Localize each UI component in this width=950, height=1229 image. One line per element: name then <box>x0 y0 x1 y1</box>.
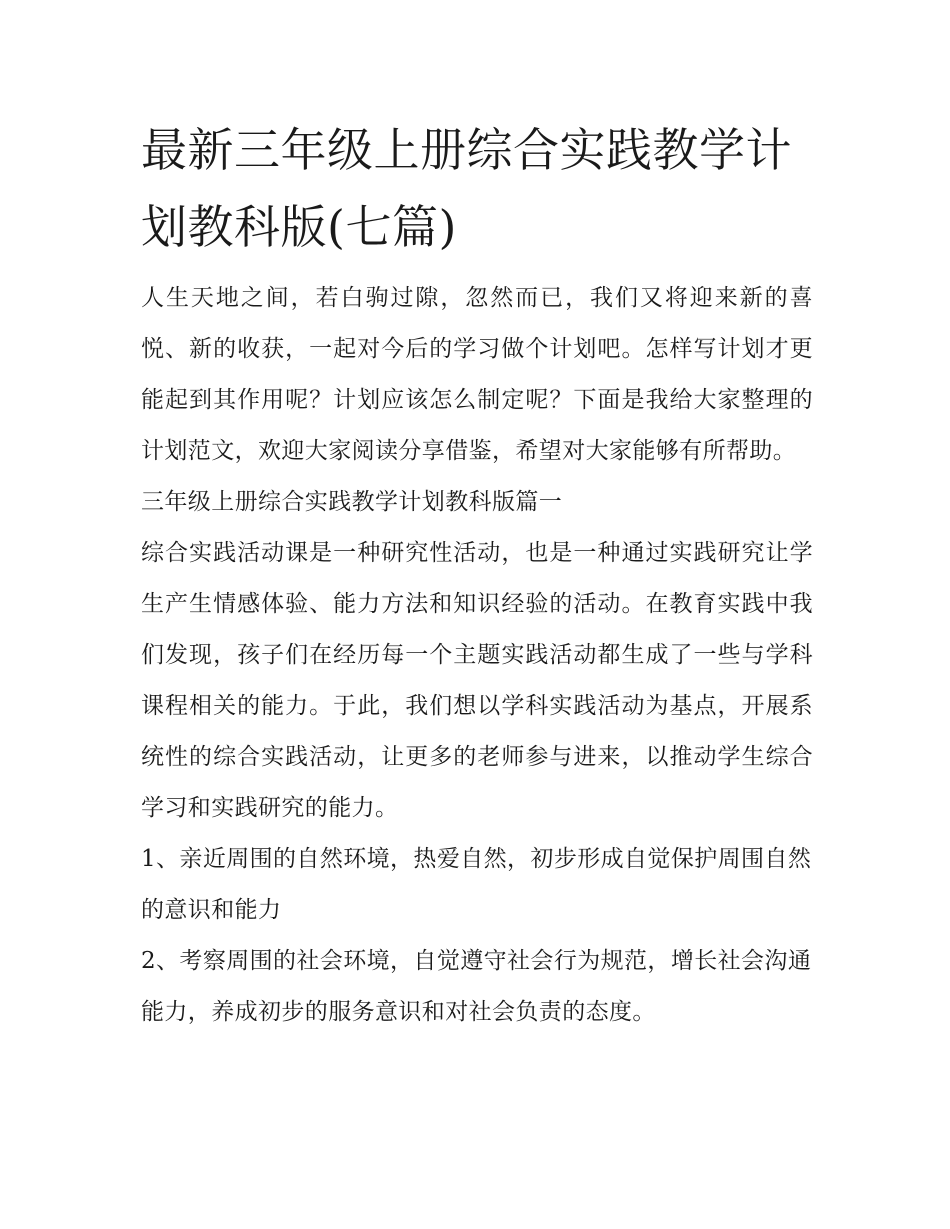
document-page <box>141 112 813 1038</box>
document-title: 最新三年级上册综合实践教学计划教科版(七篇) <box>141 123 792 254</box>
section-heading: 三年级上册综合实践教学计划教科版篇一 <box>141 489 563 515</box>
list-item: 1、亲近周围的自然环境，热爱自然，初步形成自觉保护周围自然的意识和能力 <box>141 846 812 923</box>
list-item: 2、考察周围的社会环境，自觉遵守社会行为规范，增长社会沟通能力，养成初步的服务意识和对社会负责的态度。 <box>141 948 812 1025</box>
body-paragraph: 综合实践活动课是一种研究性活动，也是一种通过实践研究让学生产生情感体验、能力方法和知识经验的活动。在教育实践中我们发现，孩子们在经历每一个主题实践活动都生成了一些与学科课程相关的能力。于此，我们想以学科实践活动为基点，开展系统性的综合实践活动，让更多的老师参与进来，以推动学生综合学习和实践研究的能力。 <box>141 540 813 821</box>
intro-paragraph: 人生天地之间，若白驹过隙，忽然而已，我们又将迎来新的喜悦、新的收获，一起对今后的学习做个计划吧。怎样写计划才更能起到其作用呢？计划应该怎么制定呢？下面是我给大家整理的计划范文，欢迎大家阅读分享借鉴，希望对大家能够有所帮助。 <box>141 285 813 464</box>
